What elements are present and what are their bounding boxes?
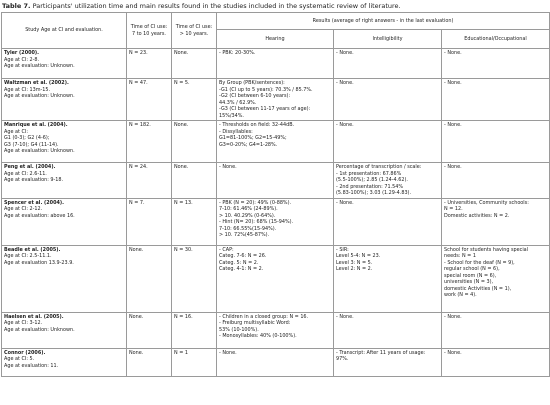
table-row xyxy=(2,121,550,163)
time-over-10-cell: None. xyxy=(172,49,217,79)
study-cell-line: Age at CI: 13m-15. xyxy=(4,86,51,93)
hearing-cell-line: Categ. 7-6: N = 26. xyxy=(219,253,267,259)
educational-cell-line: - None. xyxy=(444,349,462,356)
study-cell-line: Connor (2006). xyxy=(4,349,46,356)
hearing-cell-line: - PBK (N = 20): 49% (0-88%). xyxy=(219,199,292,206)
intelligibility-cell-line: Level 5-4: N = 23. xyxy=(336,253,381,259)
table-caption-label: Table 7. xyxy=(2,2,31,10)
intelligibility-cell-line: (5.83-100%); 3.03 (1.29-4.83). xyxy=(336,190,412,196)
table-row xyxy=(2,312,550,348)
table-row xyxy=(2,163,550,199)
header-study: Study Age at CI and evaluation. xyxy=(2,13,127,49)
hearing-cell xyxy=(217,348,334,376)
time-over-10-cell: N = 5. xyxy=(172,79,217,121)
educational-cell-line: - None. xyxy=(444,80,462,86)
study-cell-line: Age at evaluation 13.9-23.9. xyxy=(4,259,74,266)
hearing-cell-line: - CAP: xyxy=(219,246,234,253)
intelligibility-cell xyxy=(334,245,442,312)
table-row xyxy=(2,79,550,121)
time-7-10-cell: None. xyxy=(127,245,172,312)
study-cell xyxy=(2,245,127,312)
hearing-cell-line: 53% (10-100%). xyxy=(219,326,259,333)
time-over-10-cell: N = 13. xyxy=(172,198,217,245)
educational-cell-line: - None. xyxy=(444,313,462,320)
intelligibility-cell-line: (5.5-100%); 2.85 (1.24-4.62). xyxy=(336,177,408,183)
study-cell xyxy=(2,79,127,121)
educational-cell-line: - School for the deaf (N = 9), xyxy=(444,259,515,266)
intelligibility-cell-line: - None. xyxy=(336,80,354,86)
intelligibility-cell xyxy=(334,163,442,199)
time-7-10-cell: N = 47. xyxy=(127,79,172,121)
hearing-cell-line: 44.3% / 62.9%. xyxy=(219,99,257,106)
table-row xyxy=(2,245,550,312)
hearing-cell xyxy=(217,49,334,79)
hearing-cell-line: - Freiburg multisyllabic Word: xyxy=(219,320,291,326)
table-row xyxy=(2,49,550,79)
hearing-cell xyxy=(217,312,334,348)
study-cell xyxy=(2,198,127,245)
educational-cell-line: - None. xyxy=(444,122,462,128)
intelligibility-cell xyxy=(334,198,442,245)
header-hearing: Hearing xyxy=(217,30,334,49)
intelligibility-cell-line: - Transcript: After 11 years of usage: xyxy=(336,349,426,356)
table-row xyxy=(2,198,550,245)
study-cell-line: Age at evaluation: Unknown. xyxy=(4,326,75,333)
study-cell-line: Age at evaluation: Unknown. xyxy=(4,93,75,99)
hearing-cell-line: - PBK: 20-30%. xyxy=(219,50,256,56)
intelligibility-cell-line: - SIR: xyxy=(336,246,349,253)
hearing-cell-line: 7-10: 66.55%(15-94%). xyxy=(219,225,277,232)
time-over-10-cell: N = 16. xyxy=(172,312,217,348)
educational-cell-line: special room (N = 6), xyxy=(444,272,497,279)
study-cell-line: Age at CI: 2-12. xyxy=(4,206,43,212)
hearing-cell-line: - None. xyxy=(219,349,237,356)
educational-cell xyxy=(442,121,550,163)
intelligibility-cell-line: - 1st presentation: 67.86% xyxy=(336,170,402,177)
study-cell-line: Age at evaluation: 11. xyxy=(4,362,59,369)
hearing-cell xyxy=(217,245,334,312)
time-7-10-cell: None. xyxy=(127,312,172,348)
intelligibility-cell xyxy=(334,312,442,348)
hearing-cell xyxy=(217,198,334,245)
hearing-cell-line: Categ. 4-1: N = 2. xyxy=(219,266,264,272)
hearing-cell-line: Categ. 5: N = 2. xyxy=(219,259,259,266)
intelligibility-cell-line: - 2nd presentation: 71.54% xyxy=(336,183,403,190)
study-cell-line: Beadle et al. (2005). xyxy=(4,246,61,253)
header-time-over-10: Time of CI use: > 10 years. xyxy=(172,13,217,49)
time-7-10-cell: N = 7. xyxy=(127,198,172,245)
header-row-1 xyxy=(2,13,550,30)
intelligibility-cell-line: Level 2: N = 2. xyxy=(336,266,373,272)
hearing-cell-line: - Children in a closed group: N = 16. xyxy=(219,313,309,320)
hearing-cell xyxy=(217,163,334,199)
intelligibility-cell xyxy=(334,121,442,163)
hearing-cell-line: -G3 (CI between 11-17 years of age): xyxy=(219,106,311,112)
header-time-7-10: Time of CI use: 7 to 10 years. xyxy=(127,13,172,49)
educational-cell xyxy=(442,312,550,348)
educational-cell xyxy=(442,79,550,121)
header-educational: Educational/Occupational xyxy=(442,30,550,49)
study-cell-line: Manrique et al. (2004). xyxy=(4,122,68,128)
intelligibility-cell-line: - None. xyxy=(336,199,354,206)
time-7-10-cell: N = 23. xyxy=(127,49,172,79)
study-cell-line: Age at evaluation: above 16. xyxy=(4,212,75,219)
hearing-cell-line: -G1 (CI up to 5 years): 70.3% / 85.7%. xyxy=(219,86,313,93)
hearing-cell-line: - Monosyllables: 40% (0-100%). xyxy=(219,333,297,339)
educational-cell xyxy=(442,348,550,376)
study-cell xyxy=(2,49,127,79)
hearing-cell-line: - Dissyllables: xyxy=(219,128,253,135)
hearing-cell-line: -G2 (CI between 6-10 years): xyxy=(219,93,291,99)
study-cell-line: Age at evaluation: Unknown. xyxy=(4,148,75,154)
study-cell xyxy=(2,163,127,199)
study-cell-line: Age at CI: xyxy=(4,128,28,135)
time-over-10-cell: N = 30. xyxy=(172,245,217,312)
educational-cell-line: work (N = 4). xyxy=(444,292,477,298)
study-cell-line: Age at CI: 5. xyxy=(4,356,35,362)
educational-cell-line: regular school (N = 6), xyxy=(444,266,500,272)
educational-cell xyxy=(442,163,550,199)
study-cell-line: G1 (0-3); G2 (4-6); xyxy=(4,135,50,141)
intelligibility-cell-line: - None. xyxy=(336,122,354,128)
educational-cell xyxy=(442,49,550,79)
study-cell-line: Peng et al. (2004). xyxy=(4,164,56,170)
study-cell-line: Age at CI: 2.5-11.1. xyxy=(4,253,52,259)
educational-cell-line: - None. xyxy=(444,50,462,56)
study-cell-line: Age at CI: 2-8. xyxy=(4,56,40,63)
intelligibility-cell xyxy=(334,348,442,376)
study-cell-line: Age at evaluation: Unknown. xyxy=(4,63,75,69)
study-cell-line: Spencer et al. (2004). xyxy=(4,199,64,206)
time-7-10-cell: None. xyxy=(127,348,172,376)
study-cell-line: Age at CI: 3-12. xyxy=(4,320,43,326)
intelligibility-cell-line: - None. xyxy=(336,50,354,56)
educational-cell xyxy=(442,198,550,245)
header-intelligibility: Intelligibility xyxy=(334,30,442,49)
hearing-cell-line: > 10. 40.29% (0-64%). xyxy=(219,212,276,219)
study-cell xyxy=(2,348,127,376)
study-cell xyxy=(2,312,127,348)
study-cell-line: Age at CI: 2.6-11. xyxy=(4,170,47,177)
results-table xyxy=(1,12,550,377)
hearing-cell-line: > 10. 72%(45-87%). xyxy=(219,232,270,238)
educational-cell-line: N = 12. xyxy=(444,206,463,212)
intelligibility-cell xyxy=(334,79,442,121)
intelligibility-cell-line: - None. xyxy=(336,313,354,320)
time-7-10-cell: N = 24. xyxy=(127,163,172,199)
study-cell-line: G3 (7-10); G4 (11-14). xyxy=(4,141,59,148)
hearing-cell-line: - Hint (N= 20): 68% (15-94%). xyxy=(219,219,294,225)
intelligibility-cell-line: Level 3: N = 5. xyxy=(336,259,373,266)
time-over-10-cell: None. xyxy=(172,163,217,199)
study-cell-line: Age at evaluation: 9-18. xyxy=(4,177,64,183)
study-cell xyxy=(2,121,127,163)
study-cell-line: Haelsen et al. (2005). xyxy=(4,313,64,320)
time-over-10-cell: N = 1 xyxy=(172,348,217,376)
study-cell-line: Waltzman et al. (2002). xyxy=(4,80,69,86)
educational-cell-line: domestic Activities (N = 1), xyxy=(444,285,512,292)
educational-cell-line: Domestic activities: N = 2. xyxy=(444,212,510,219)
table-caption xyxy=(0,0,550,12)
hearing-cell-line: 7-10: 61.46% (24-89%). xyxy=(219,206,278,212)
hearing-cell-line: - None. xyxy=(219,164,237,170)
time-over-10-cell: None. xyxy=(172,121,217,163)
hearing-cell xyxy=(217,79,334,121)
hearing-cell-line: - Thresholds on field: 32-44dB. xyxy=(219,122,295,128)
header-results: Results (average of right answers - in the last evaluation) xyxy=(217,13,550,30)
time-7-10-cell: N = 182. xyxy=(127,121,172,163)
educational-cell-line: - None. xyxy=(444,164,462,170)
educational-cell-line: School for students having special xyxy=(444,246,529,253)
hearing-cell xyxy=(217,121,334,163)
table-body xyxy=(2,49,550,377)
hearing-cell-line: G3=0-20%; G4=1-28%. xyxy=(219,141,278,148)
educational-cell-line: needs: N = 1 xyxy=(444,253,476,259)
study-cell-line: Tyler (2000). xyxy=(4,50,39,56)
hearing-cell-line: G1=81-100%; G2=15-49%; xyxy=(219,135,287,141)
hearing-cell-line: By Group (PBK/sentences): xyxy=(219,80,285,86)
educational-cell-line: universities (N = 3), xyxy=(444,279,494,285)
intelligibility-cell-line: 97%. xyxy=(336,356,349,362)
intelligibility-cell-line: Percentage of transcription / scale: xyxy=(336,164,422,170)
educational-cell-line: - Universities, Community schools: xyxy=(444,199,529,206)
table-caption-text: Participants' utilization time and main results found in the studies included in the systematic review of literature. xyxy=(30,2,401,10)
intelligibility-cell xyxy=(334,49,442,79)
hearing-cell-line: 15%/34%. xyxy=(219,112,244,119)
educational-cell xyxy=(442,245,550,312)
table-row xyxy=(2,348,550,376)
